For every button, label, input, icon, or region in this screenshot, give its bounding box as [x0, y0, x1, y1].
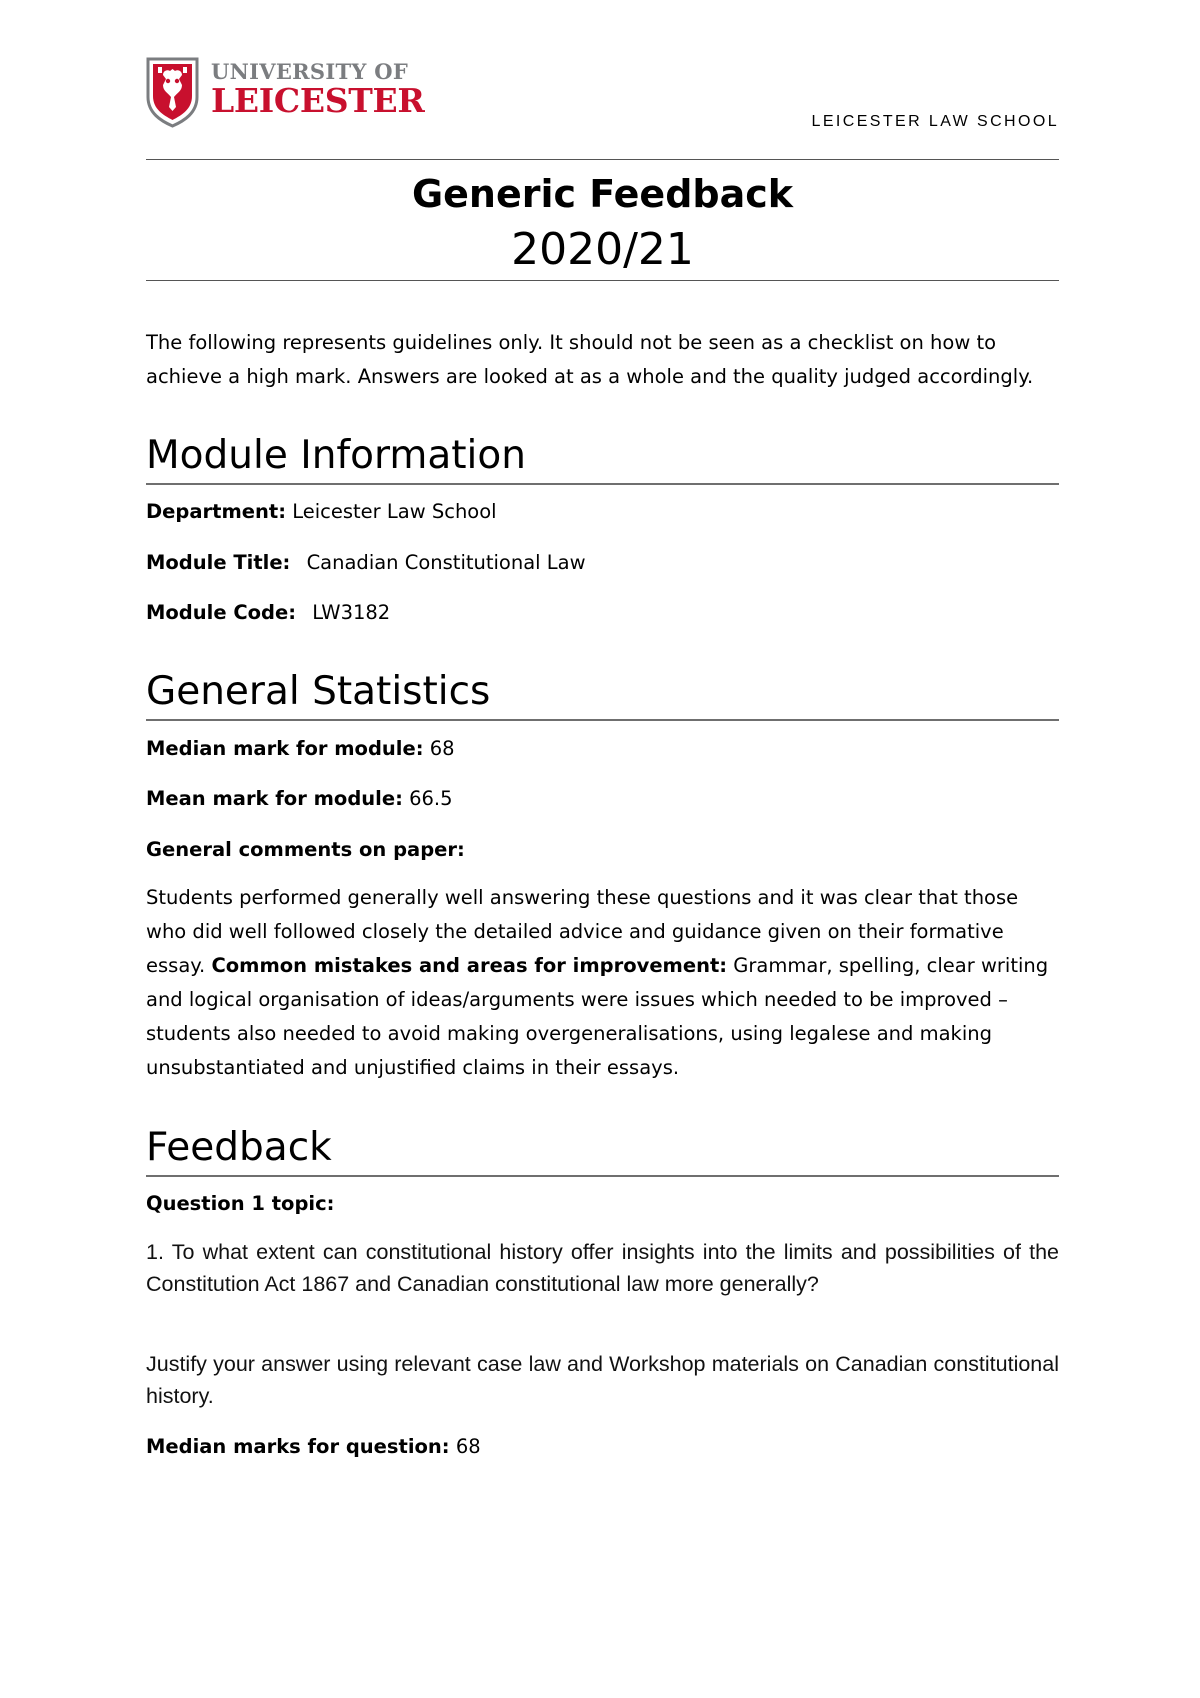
logo-line-leicester: LEICESTER — [211, 81, 425, 120]
module-code-value: LW3182 — [312, 601, 391, 624]
question-1-median-value: 68 — [455, 1435, 481, 1458]
feedback-heading: Feedback — [146, 1125, 332, 1170]
university-logo — [146, 57, 424, 128]
question-1-median-label: Median marks for question: — [146, 1435, 450, 1458]
document-title: Generic Feedback — [411, 172, 794, 216]
feedback-divider — [146, 1175, 1059, 1177]
question-1-text: 1. To what extent can constitutional history offer insights into the limits and possibilities of the Constitution Act 1867 and Canadian constitutional law more generally? — [146, 1240, 1059, 1296]
department-value: Leicester Law School — [292, 500, 497, 523]
question-1-topic-label: Question 1 topic: — [146, 1192, 335, 1215]
common-mistakes-label: Common mistakes and areas for improvement: — [211, 954, 728, 977]
module-information-divider — [146, 483, 1059, 485]
general-statistics-divider — [146, 719, 1059, 721]
title-divider — [146, 280, 1059, 281]
header-divider — [146, 159, 1059, 160]
question-1-instruction: Justify your answer using relevant case law and Workshop materials on Canadian constitutional history. — [146, 1352, 1059, 1408]
general-comments-text-1: Students performed generally well answering these questions and it was clear that those who did well followed closely the detailed advice and guidance given on their formative essay. — [146, 886, 1019, 977]
module-title-value: Canadian Constitutional Law — [306, 551, 586, 574]
mean-mark-value: 66.5 — [409, 787, 453, 810]
school-name: LEICESTER LAW SCHOOL — [811, 113, 1059, 130]
document-year: 2020/21 — [511, 224, 694, 275]
module-title-label: Module Title: — [146, 551, 291, 574]
general-statistics-heading: General Statistics — [146, 669, 491, 714]
general-comments-paragraph — [146, 881, 1059, 1085]
university-crest-icon — [146, 57, 199, 128]
median-mark-value: 68 — [429, 737, 455, 760]
median-mark-field — [146, 737, 455, 760]
question-1-median-field — [146, 1435, 481, 1458]
median-mark-label: Median mark for module: — [146, 737, 424, 760]
module-code-label: Module Code: — [146, 601, 297, 624]
logo-line-university-of: UNIVERSITY OF — [211, 59, 409, 84]
intro-paragraph: The following represents guidelines only. It should not be seen as a checklist on how to achieve a high mark. Answers are looked at as a whole and the quality judged accordingly. — [146, 331, 1034, 388]
module-code-field — [146, 601, 390, 624]
general-comments-text-2: Grammar, spelling, clear writing and logical organisation of ideas/arguments were issues which needed to be improved – students also needed to avoid making overgeneralisations, using legalese and making unsubstantiated and unjustified claims in their essays. — [146, 954, 1049, 1079]
department-field — [146, 500, 497, 523]
mean-mark-field — [146, 787, 453, 810]
module-title-field — [146, 551, 586, 574]
department-label: Department: — [146, 500, 287, 523]
module-information-heading: Module Information — [146, 433, 526, 478]
mean-mark-label: Mean mark for module: — [146, 787, 403, 810]
general-comments-label: General comments on paper: — [146, 838, 465, 861]
